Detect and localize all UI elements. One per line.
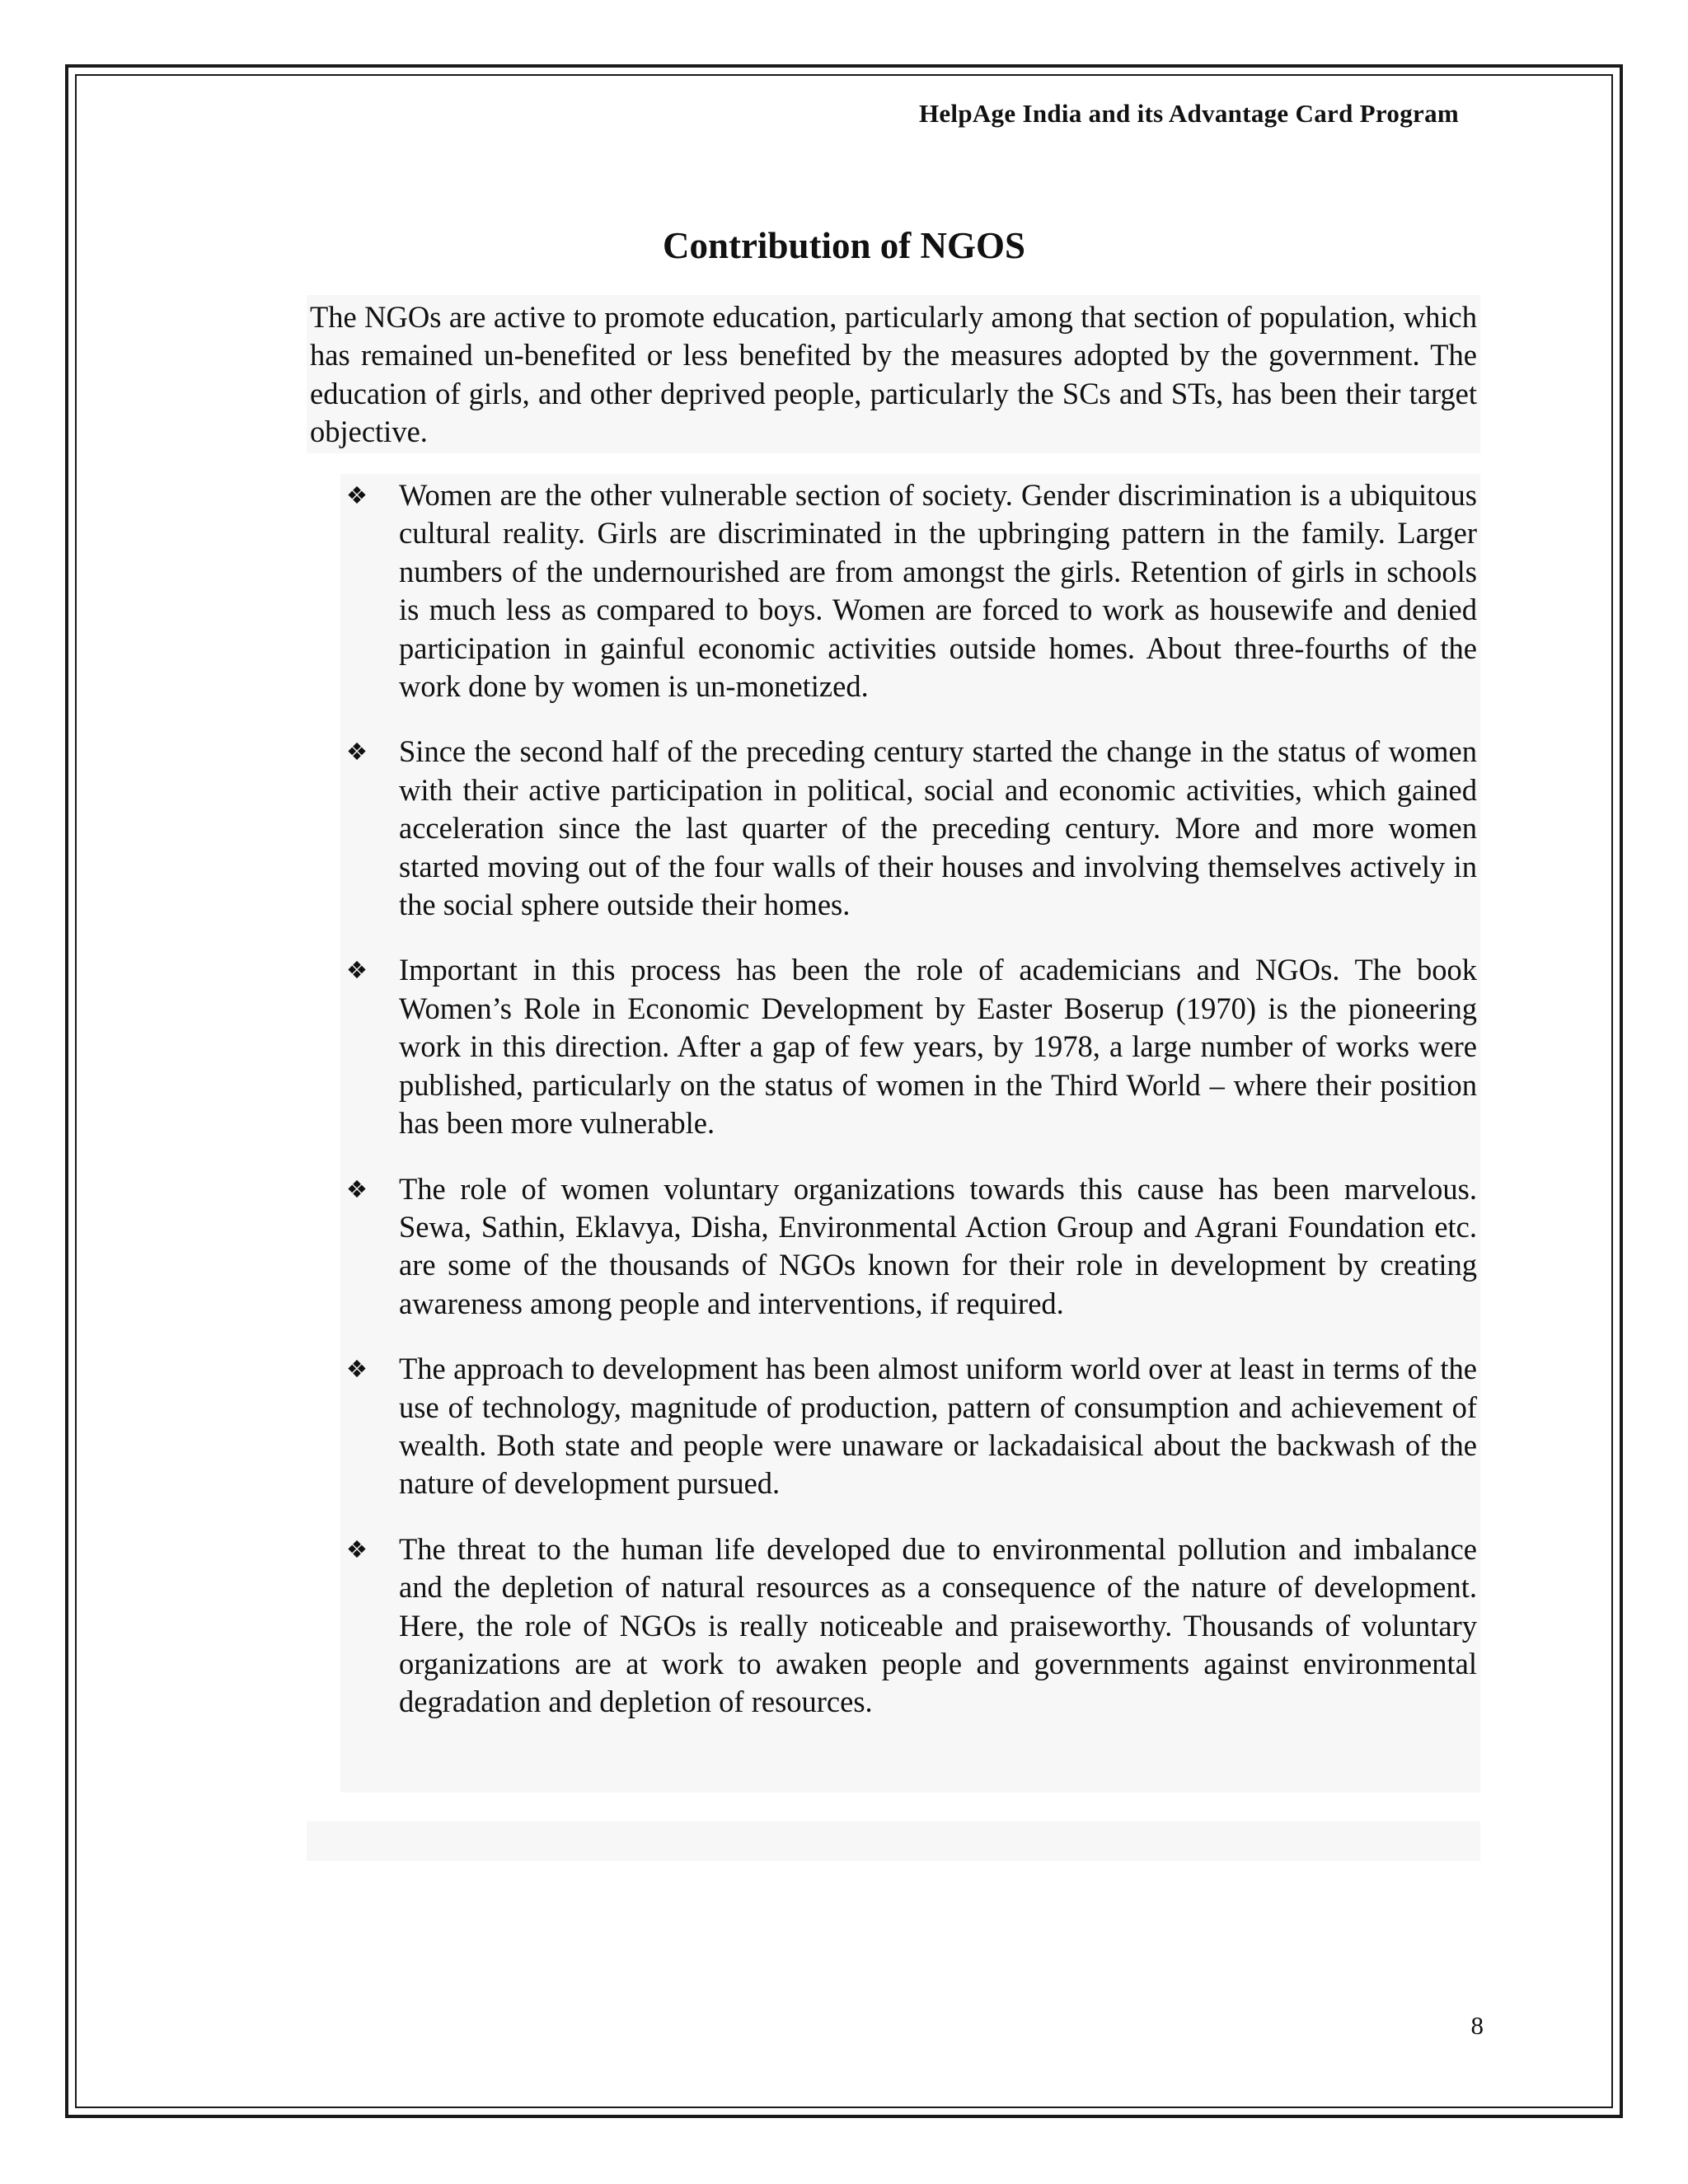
bullet-text: Since the second half of the preceding century started the change in the status of women with their active participation in political, social and economic activities, which gained acceleration since the last quarter of the preceding century. More and more women started moving out of the four walls of their houses and involving themselves actively in the social sphere outside their homes. [399, 734, 1477, 922]
diamond-bullet-icon: ❖ [346, 1174, 368, 1203]
bullet-text: The approach to development has been almost uniform world over at least in terms of the use of technology, magnitude of production, pattern of consumption and achievement of wealth. Both state and people were unaware or lackadaisical about the backwash of the nature of development pursued. [399, 1352, 1477, 1501]
bullet-text: Important in this process has been the role of academicians and NGOs. The book Women’s Role in Economic Development by Easter Boserup (1970) is the pioneering work in this direction. After a gap of few years, by 1978, a large number of works were published, particularly on the status of women in the Third World – where their position has been more vulnerable. [399, 953, 1477, 1141]
diamond-bullet-icon: ❖ [346, 481, 368, 509]
bullet-item [346, 733, 1477, 924]
bullet-item [346, 1530, 1477, 1722]
bullet-item [346, 1350, 1477, 1503]
bullet-item [346, 476, 1477, 705]
bottom-highlight-strip [307, 1821, 1480, 1861]
diamond-bullet-icon: ❖ [346, 1355, 368, 1384]
bullet-list [346, 476, 1477, 1749]
diamond-bullet-icon: ❖ [346, 1535, 368, 1563]
page-number: 8 [1470, 2011, 1484, 2040]
running-header: HelpAge India and its Advantage Card Program [918, 99, 1459, 128]
diamond-bullet-icon: ❖ [346, 738, 368, 766]
bullet-text: Women are the other vulnerable section of society. Gender discrimination is a ubiquitous cultural reality. Girls are discriminated in the upbringing pattern in the family. Larger numbers of the undernourished are from amongst the girls. Retention of girls in schools is much less as compared to boys. Women are forced to work as housewife and denied participation in gainful economic activities outside homes. About three-fourths of the work done by women is un-monetized. [399, 478, 1477, 704]
intro-paragraph: The NGOs are active to promote education, particularly among that section of population, which has remained un-benefited or less benefited by the measures adopted by the government. The education of girls, and other deprived people, particularly the SCs and STs, has been their target objective. [310, 300, 1477, 449]
bullet-item [346, 951, 1477, 1142]
diamond-bullet-icon: ❖ [346, 956, 368, 985]
bullet-item [346, 1170, 1477, 1324]
section-title: Contribution of NGOS [662, 225, 1026, 266]
bullet-text: The role of women voluntary organizations towards this cause has been marvelous. Sewa, Sathin, Eklavya, Disha, Environmental Action Group and Agrani Foundation etc. are some of the thousands of NGOs known for their role in development by creating awareness among people and interventions, if required. [399, 1171, 1477, 1320]
bullet-text: The threat to the human life developed due to environmental pollution and imbalance and the depletion of natural resources as a consequence of the nature of development. Here, the role of NGOs is really noticeable and praiseworthy. Thousands of voluntary organizations are at work to awaken people and governments against environmental degradation and depletion of resources. [399, 1531, 1477, 1719]
